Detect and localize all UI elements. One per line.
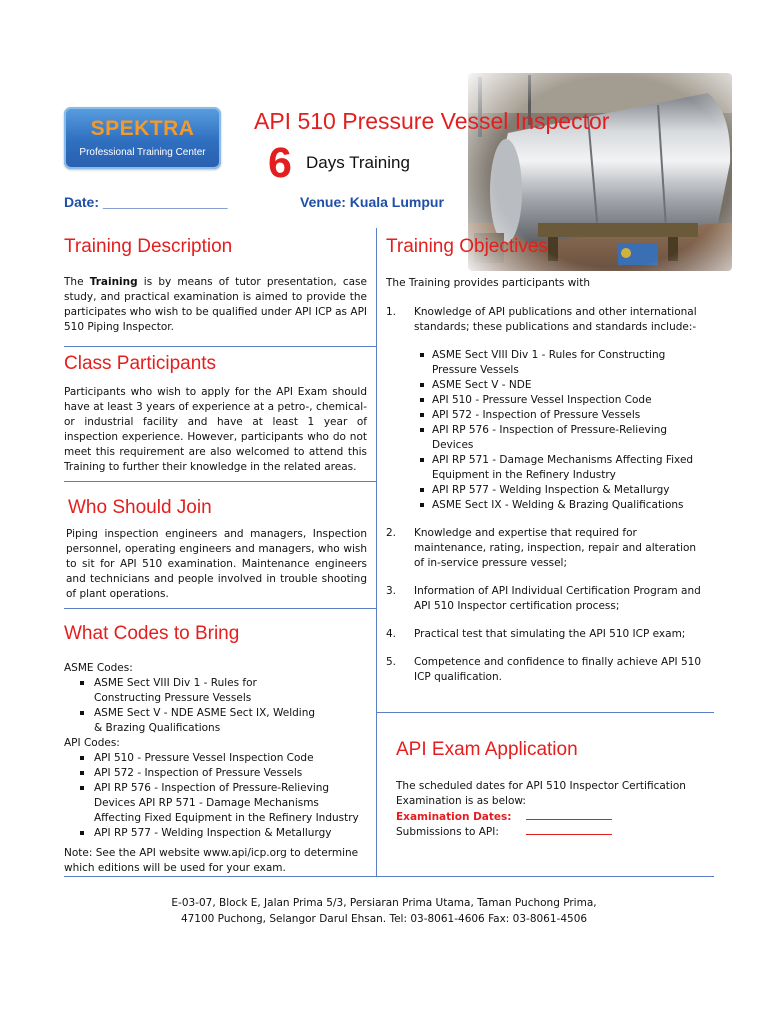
column-divider	[376, 228, 377, 876]
training-objectives-heading: Training Objectives	[386, 236, 548, 257]
asme-codes-label: ASME Codes:	[64, 662, 133, 674]
sub-list-item: ASME Sect VIII Div 1 - Rules for Constructing Pressure Vessels	[414, 348, 692, 378]
footer-divider	[64, 876, 714, 877]
sub-list-item: API RP 571 - Damage Mechanisms Affecting Fixed Equipment in the Refinery Industry	[414, 453, 707, 483]
logo-name: SPEKTRA	[90, 117, 195, 140]
divider	[376, 712, 714, 713]
days-number: 6	[268, 139, 292, 187]
footer-address	[0, 895, 768, 927]
training-objectives-intro: The Training provides participants with	[386, 277, 590, 289]
training-objectives-list	[386, 305, 706, 685]
exam-application-heading: API Exam Application	[396, 739, 578, 760]
venue-label: Venue: Kuala Lumpur	[300, 194, 444, 210]
codes-to-bring-list	[64, 661, 369, 876]
class-participants-text: Participants who wish to apply for the API Exam should have at least 3 years of experience at a petro-, chemical- or industrial facility and have at least 1 year of inspection experience. However, participants who do not meet this requirement are also welcomed to attend this Training to further their knowledge in the related areas.	[64, 386, 367, 473]
exam-application-text: The scheduled dates for API 510 Inspector Certification Examination is as below:	[396, 780, 686, 807]
objective-item	[386, 655, 706, 685]
submissions-label: Submissions to API:	[396, 826, 499, 838]
class-participants-heading: Class Participants	[64, 353, 217, 374]
days-label: Days Training	[306, 153, 410, 172]
footer-line-2: 47100 Puchong, Selangor Darul Ehsan. Tel: 03-8061-4606 Fax: 03-8061-4506	[180, 913, 588, 925]
who-should-join-text: Piping inspection engineers and managers, Inspection personnel, operating engineers and managers, who wish to sit for API 510 examination. Maintenance engineers and technicians and people involved in trouble shooting of plant operations.	[66, 528, 367, 600]
sub-list-item: API RP 576 - Inspection of Pressure-Relieving Devices	[414, 423, 677, 453]
sub-list-item: ASME Sect IX - Welding & Brazing Qualifications	[414, 498, 706, 513]
list-item: API 572 - Inspection of Pressure Vessels	[74, 766, 369, 781]
list-item: ASME Sect VIII Div 1 - Rules for Constructing Pressure Vessels	[74, 676, 324, 706]
objective-number: 1.	[386, 306, 397, 318]
footer-line-1: E-03-07, Block E, Jalan Prima 5/3, Persiaran Prima Utama, Taman Puchong Prima,	[171, 897, 597, 909]
objective-text: Information of API Individual Certification Program and API 510 Inspector certification process;	[414, 585, 701, 612]
codes-note: Note: See the API website www.api/icp.org to determine which editions will be used for your exam.	[64, 847, 359, 874]
exam-dates-label: Examination Dates:	[396, 811, 512, 823]
sub-list-item: API 510 - Pressure Vessel Inspection Code	[414, 393, 706, 408]
list-item: API 510 - Pressure Vessel Inspection Code	[74, 751, 369, 766]
api-codes-label: API Codes:	[64, 737, 120, 749]
codes-to-bring-heading: What Codes to Bring	[64, 623, 240, 644]
objective-item	[386, 627, 706, 642]
exam-dates-row	[396, 809, 612, 825]
submissions-row	[396, 824, 612, 840]
submissions-blank	[526, 824, 612, 835]
sub-list-item: API 572 - Inspection of Pressure Vessels	[414, 408, 706, 423]
date-label: Date: ________________	[64, 194, 228, 210]
objective-number: 3.	[386, 585, 397, 597]
divider	[64, 608, 376, 609]
spektra-logo	[64, 107, 221, 169]
training-description-text: The Training is by means of tutor presentation, case study, and practical examination is aimed to provide the participates who wish to be qualified under API ICP as API 510 Piping Inspector.	[64, 276, 367, 333]
course-title: API 510 Pressure Vessel Inspector	[254, 108, 610, 134]
objective-text: Competence and confidence to finally achieve API 510 ICP qualification.	[414, 656, 702, 683]
objective-item	[386, 305, 706, 513]
objective-number: 5.	[386, 656, 397, 668]
objective-item	[386, 584, 706, 614]
objective-number: 2.	[386, 527, 397, 539]
objective-text: Knowledge of API publications and other international standards; these publications and standards include:-	[414, 306, 697, 333]
list-item: API RP 577 - Welding Inspection & Metallurgy	[74, 826, 369, 841]
divider	[64, 346, 376, 347]
sub-list-item: API RP 577 - Welding Inspection & Metallurgy	[414, 483, 706, 498]
who-should-join-heading: Who Should Join	[68, 497, 212, 518]
objective-text: Knowledge and expertise that required for maintenance, rating, inspection, repair and alteration of in-service pressure vessel;	[414, 527, 697, 569]
sub-list-item: ASME Sect V - NDE	[414, 378, 706, 393]
exam-dates-blank	[526, 809, 612, 820]
list-item: ASME Sect V - NDE ASME Sect IX, Welding & Brazing Qualifications	[74, 706, 324, 736]
objective-item	[386, 526, 706, 571]
objective-text: Practical test that simulating the API 510 ICP exam;	[414, 628, 686, 640]
training-description-heading: Training Description	[64, 236, 233, 257]
objective-number: 4.	[386, 628, 397, 640]
divider	[64, 481, 376, 482]
logo-subtitle: Professional Training Center	[79, 147, 206, 158]
list-item: API RP 576 - Inspection of Pressure-Relieving Devices API RP 571 - Damage Mechanisms Affecting Fixed Equipment in the Refinery Industry	[74, 781, 364, 826]
